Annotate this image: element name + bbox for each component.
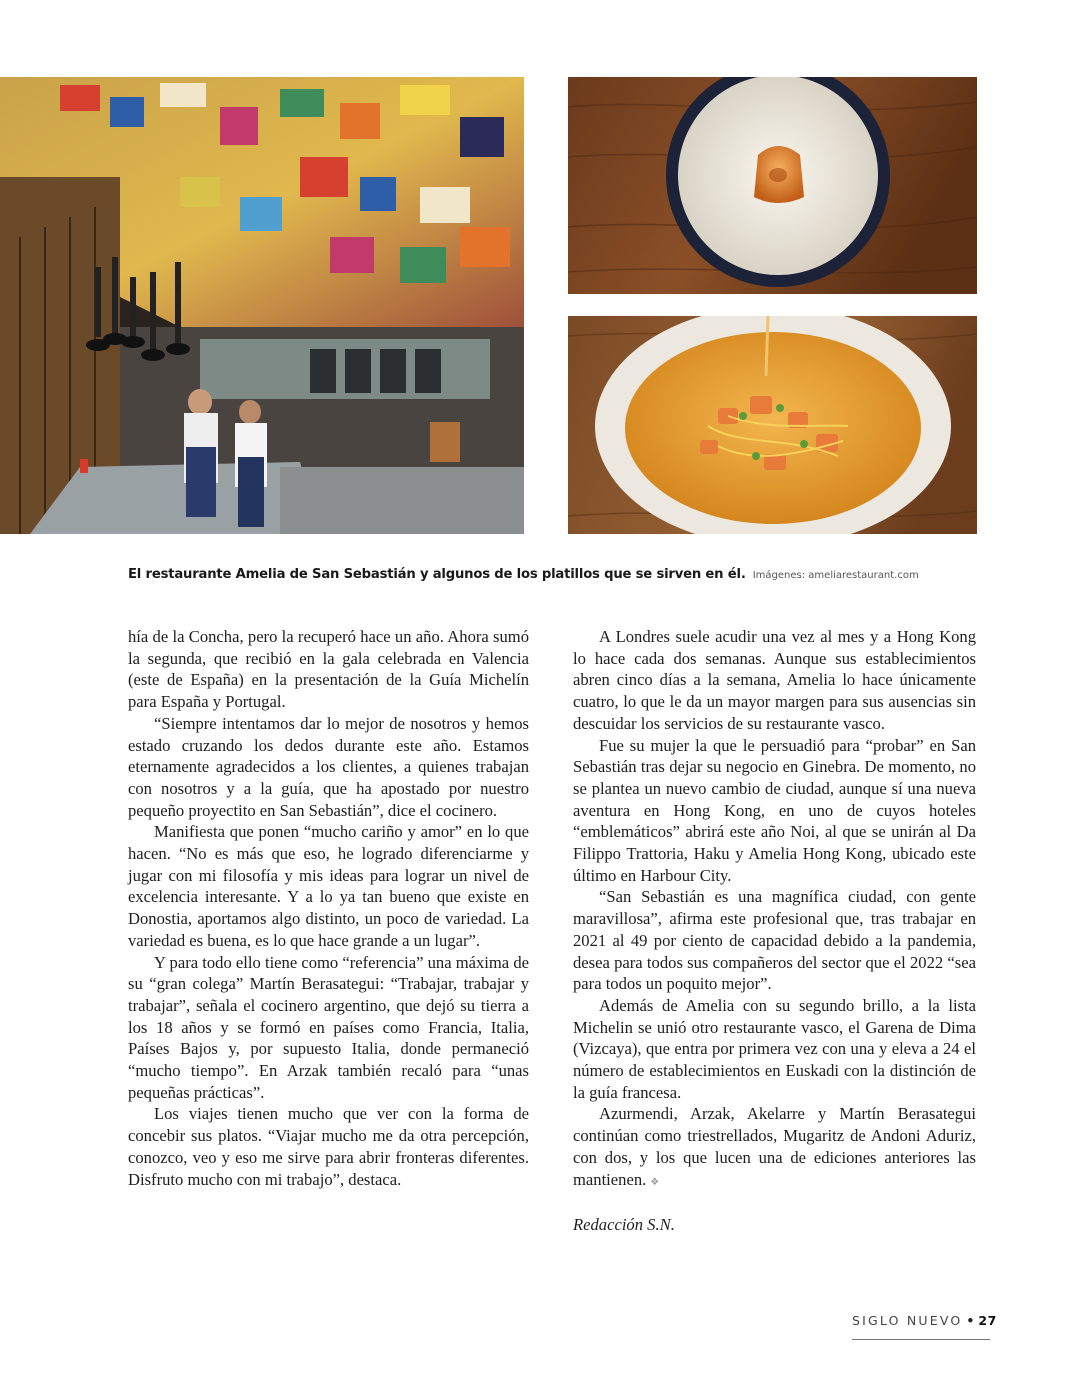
- soup-bowl-photo: [568, 316, 977, 534]
- dessert-bowl-photo: [568, 77, 977, 294]
- paragraph: hía de la Concha, pero la recuperó hace un año. Ahora sumó la segunda, que recibió en la gala celebrada en Valencia (este de España) en la presentación de la Guía Michelín para España y Portugal.: [128, 627, 529, 712]
- caption-text: El restaurante Amelia de San Sebastián y algunos de los platillos que se sirven en él.: [128, 567, 746, 582]
- caption-credit: Imágenes: ameliarestaurant.com: [752, 570, 919, 581]
- folio-separator: •: [966, 1313, 975, 1328]
- paragraph: Manifiesta que ponen “mucho cariño y amor” en lo que hacen. “No es más que eso, he logrado diferenciarme y jugar con mi filosofía y mis ideas para lograr un nivel de excelencia interesante. Y a lo ya tan bueno que existe en Donostia, aportamos algo distinto, un poco de variedad. La variedad es buena, es lo que hace grande a un lugar”.: [128, 822, 529, 950]
- paragraph: Además de Amelia con su segundo brillo, a la lista Michelin se unió otro restaurante vasco, el Garena de Dima (Vizcaya), que entra por primera vez con una y eleva a 24 el número de establecimientos en Euskadi con la distinción de la guía francesa.: [573, 995, 976, 1102]
- paragraph: Los viajes tienen mucho que ver con la forma de concebir sus platos. “Viajar mucho me da otra percepción, conozco, veo y eso me sirve para abrir fronteras diferentes. Disfruto mucho con mi trabajo”, destaca.: [128, 1104, 529, 1189]
- author-signature: Redacción S.N.: [573, 1215, 675, 1235]
- photo-caption: [128, 563, 988, 582]
- magazine-name: SIGLO NUEVO: [852, 1313, 963, 1328]
- paragraph: Y para todo ello tiene como “referencia” una máxima de su “gran colega” Martín Berasategui: “Trabajar, trabajar y trabajar”, señala el cocinero argentino, que dejó su tierra a los 18 años y se formó en países como Francia, Italia, Países Bajos y, por supuesto Italia, donde permaneció “mucho tiempo”. En Arzak también recaló para “unas pequeñas prácticas”.: [128, 952, 529, 1102]
- page-number: 27: [978, 1313, 997, 1328]
- page-folio: [852, 1313, 997, 1340]
- paragraph-text: Azurmendi, Arzak, Akelarre y Martín Berasategui continúan como triestrellados, Mugaritz de Andoni Aduriz, con dos, y los que lucen una de ediciones anteriores las mantienen.: [573, 1104, 976, 1189]
- paragraph: Fue su mujer la que le persuadió para “probar” en San Sebastián tras dejar su negocio en Ginebra. De momento, no se plantea un nuevo cambio de ciudad, aunque sí una nueva aventura en Hong Kong, en uno de cuyos hoteles “emblemáticos” abrirá este año Noi, al que se unirán al Da Filippo Trattoria, Haku y Amelia Hong Kong, ubicado este último en Harbour City.: [573, 735, 976, 885]
- final-paragraph: [573, 1103, 976, 1193]
- paragraph: “Siempre intentamos dar lo mejor de nosotros y hemos estado cruzando los dedos durante este año. Estamos eternamente agradecidos a los clientes, a quienes trabajan con nosotros y a la guía, que ha apostado por nuestro pequeño proyectito en San Sebastián”, dice el cocinero.: [128, 713, 529, 820]
- paragraph: “San Sebastián es una magnífica ciudad, con gente maravillosa”, afirma este profesional que, tras trabajar en 2021 al 49 por ciento de capacidad debido a la pandemia, desea para todos sus compañeros del sector que el 2022 “sea para todos un poquito mejor”.: [573, 887, 976, 994]
- paragraph: A Londres suele acudir una vez al mes y a Hong Kong lo hace cada dos semanas. Aunque sus establecimientos abren cinco días a la semana, Amelia lo hace únicamente cuatro, lo que le da un mayor margen para sus ausencias sin descuidar los servicios de su restaurante vasco.: [573, 627, 976, 733]
- end-mark-icon: ❖: [650, 1176, 660, 1188]
- article-column-left: [128, 626, 529, 1190]
- article-column-right: [573, 626, 976, 1236]
- restaurant-interior-photo: [0, 77, 524, 534]
